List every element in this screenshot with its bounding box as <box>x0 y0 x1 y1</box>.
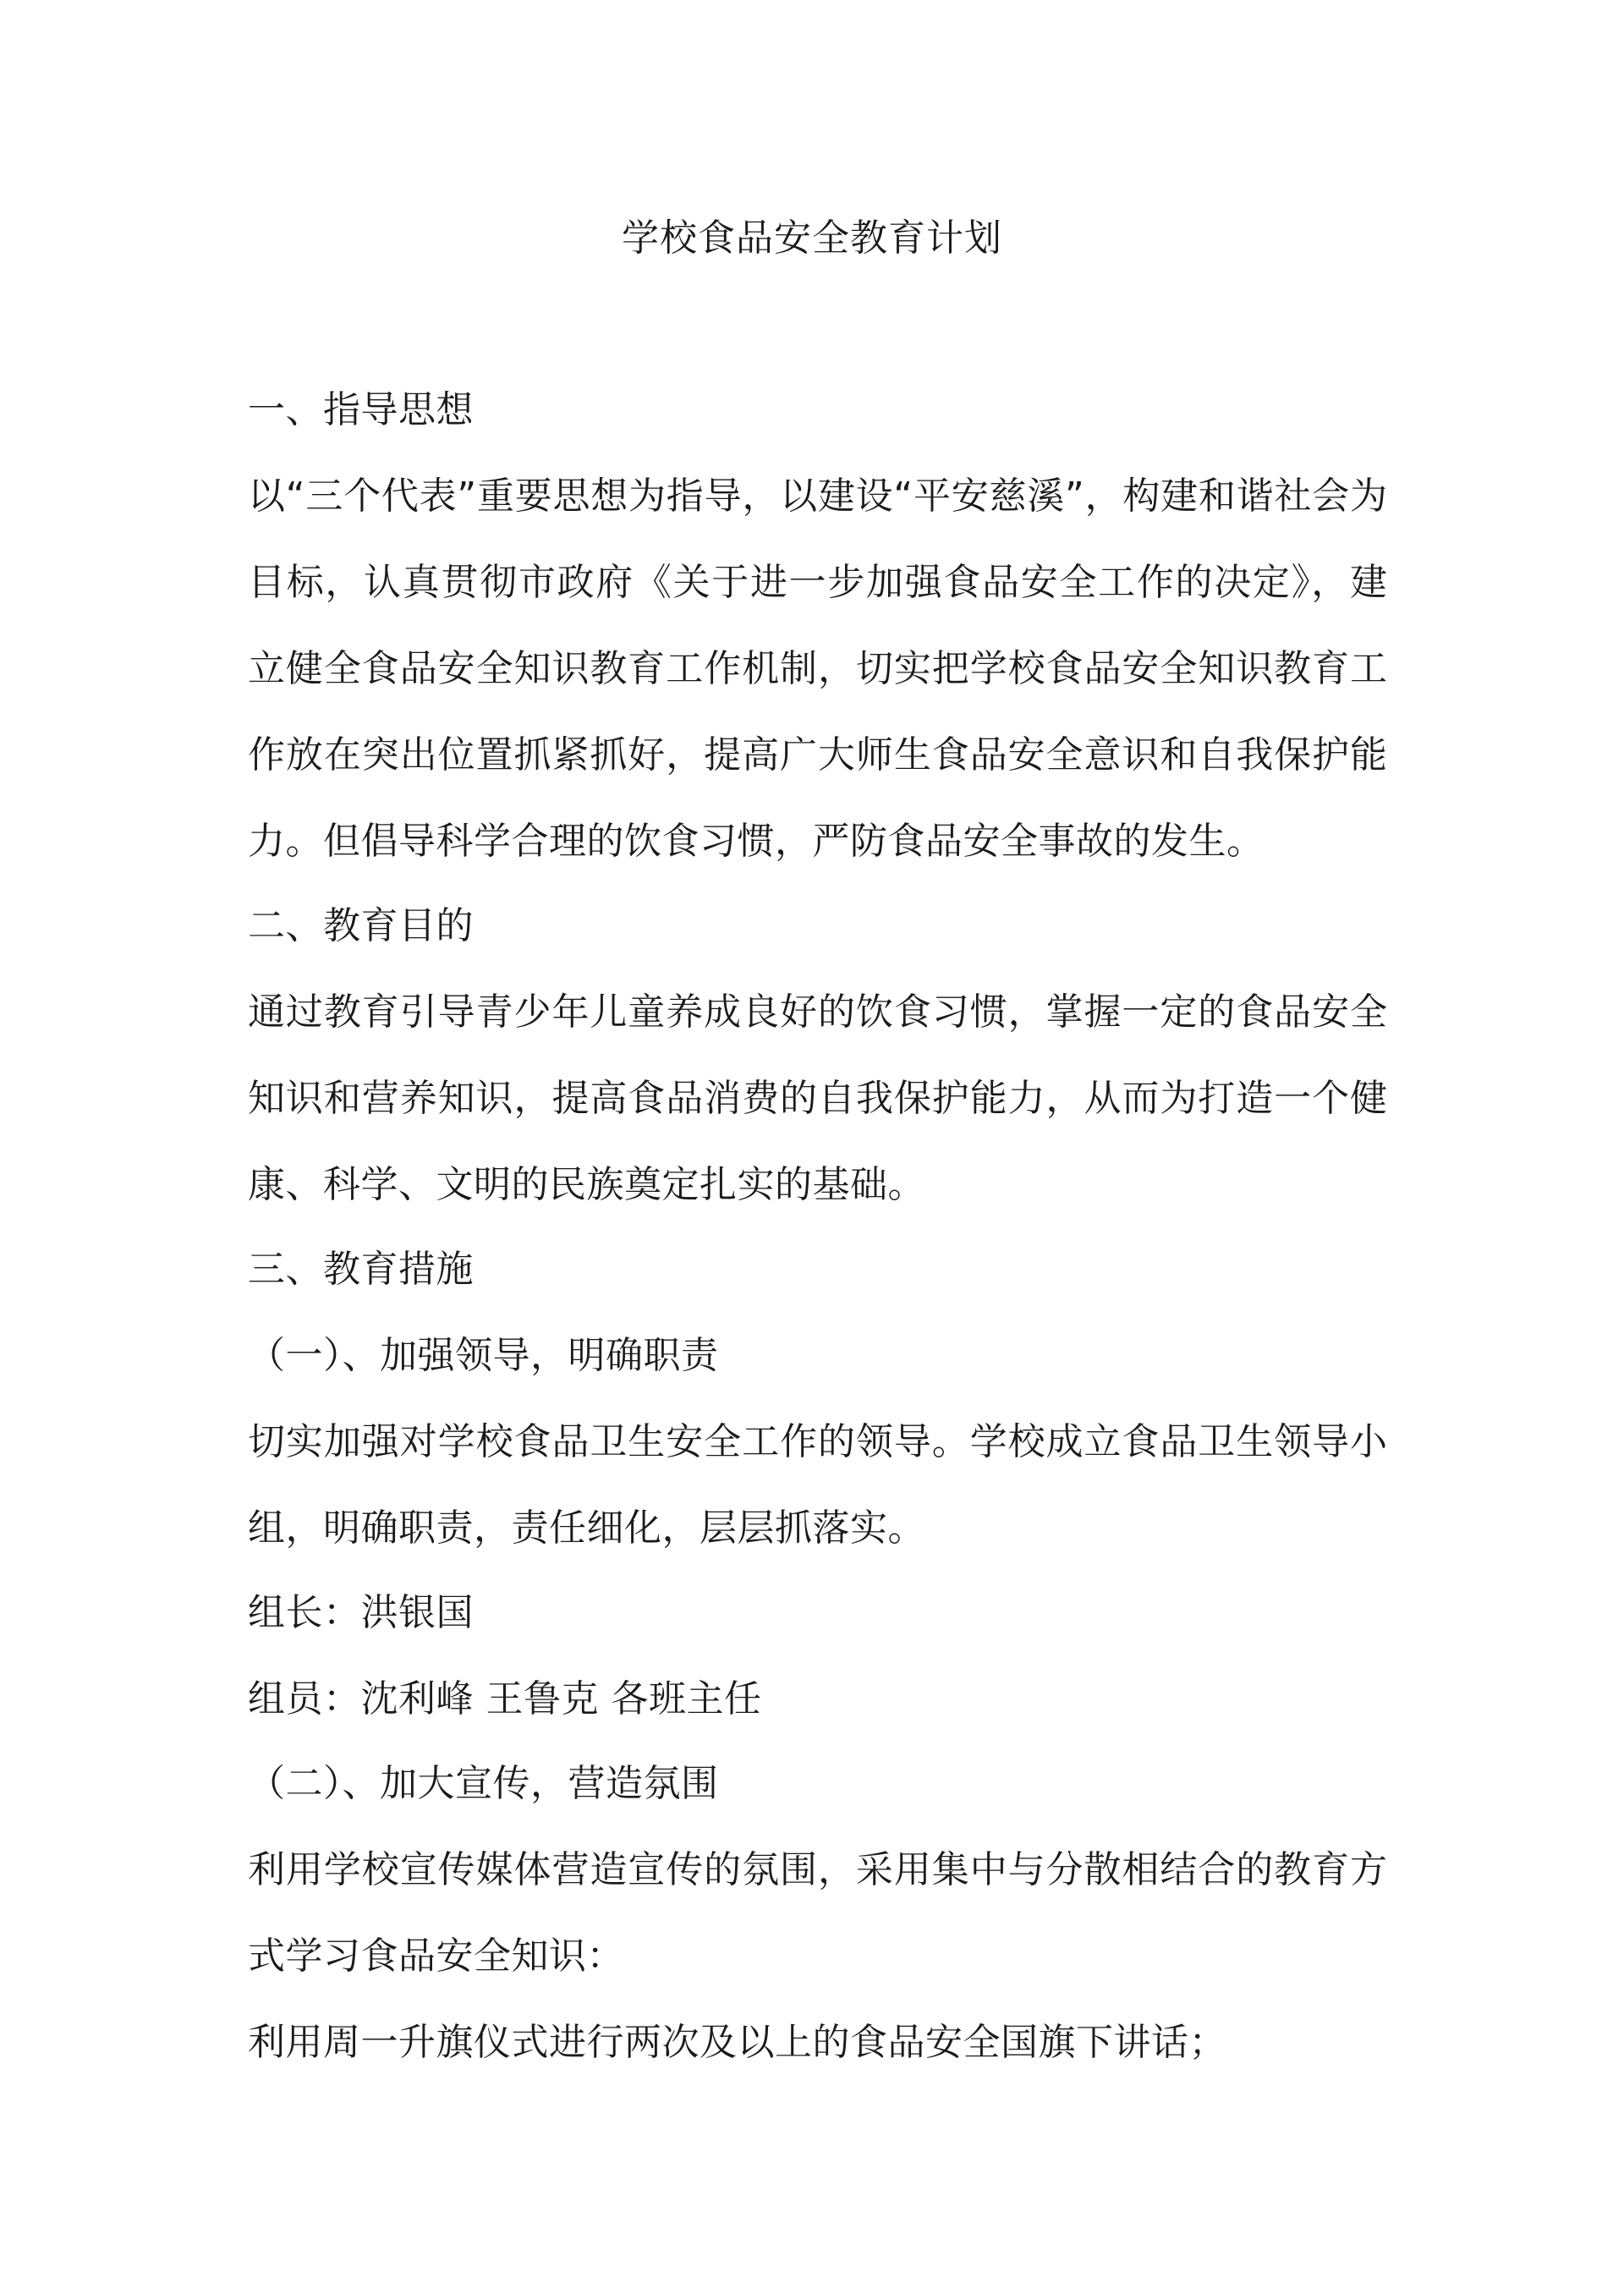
paragraph-line: 知识和营养知识，提高食品消费的自我保护能力，从而为打造一个健 <box>248 1077 1387 1120</box>
paragraph-line: 康、科学、文明的民族奠定扎实的基础。 <box>248 1163 925 1206</box>
paragraph-line: 利用学校宣传媒体营造宣传的氛围，采用集中与分散相结合的教育方 <box>248 1848 1387 1891</box>
subsection-heading-2: （二）、加大宣传，营造氛围 <box>248 1762 719 1805</box>
paragraph-line: 作放在突出位置抓紧抓好，提高广大师生食品安全意识和自我保护能 <box>248 733 1387 777</box>
paragraph-line: 利用周一升旗仪式进行两次及以上的食品安全国旗下讲话； <box>248 2021 1226 2064</box>
group-leader-line: 组长：洪银国 <box>248 1591 474 1634</box>
section-heading-1: 一、指导思想 <box>248 388 474 431</box>
paragraph-line: 组，明确职责，责任细化，层层抓落实。 <box>248 1506 925 1550</box>
paragraph-line: 立健全食品安全知识教育工作机制，切实把学校食品安全知识教育工 <box>248 647 1387 690</box>
section-heading-2: 二、教育目的 <box>248 904 474 947</box>
paragraph-line: 以“三个代表”重要思想为指导，以建设“平安慈溪”，构建和谐社会为 <box>248 475 1387 518</box>
document-title: 学校食品安全教育计划 <box>622 217 1002 260</box>
section-heading-3: 三、教育措施 <box>248 1248 474 1291</box>
paragraph-line: 通过教育引导青少年儿童养成良好的饮食习惯，掌握一定的食品安全 <box>248 991 1387 1034</box>
paragraph-line: 式学习食品安全知识： <box>248 1935 624 1978</box>
group-members-line: 组员：沈利峰 王鲁克 各班主任 <box>248 1677 762 1720</box>
paragraph-line: 切实加强对学校食品卫生安全工作的领导。学校成立食品卫生领导小 <box>248 1420 1387 1463</box>
paragraph-line: 目标，认真贯彻市政府《关于进一步加强食品安全工作的决定》，建 <box>248 561 1387 604</box>
paragraph-line: 力。但倡导科学合理的饮食习惯，严防食品安全事故的发生。 <box>248 820 1265 863</box>
subsection-heading-1: （一）、加强领导，明确职责 <box>248 1334 719 1377</box>
